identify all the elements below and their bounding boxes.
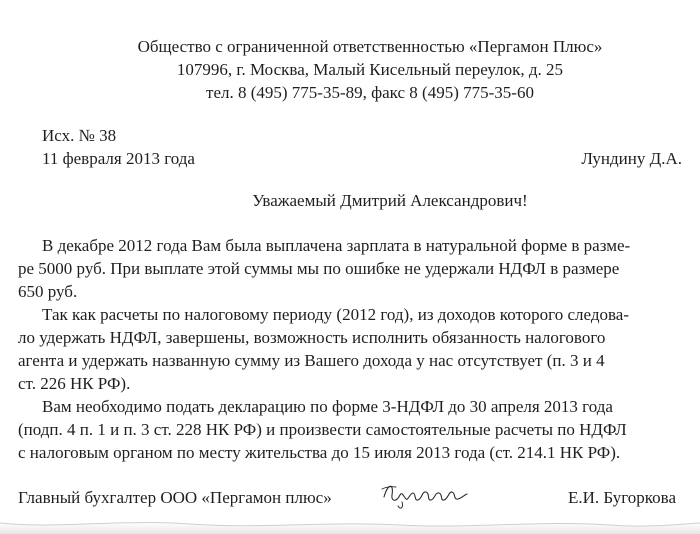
outgoing-reference [42,124,195,170]
body-line: ре 5000 руб. При выплате этой суммы мы по ошибке не удержали НДФЛ в размере [18,259,620,278]
body-line: В декабре 2012 года Вам была выплачена зарплата в натуральной форме в разме- [42,236,631,255]
addressee: Лундину Д.А. [581,149,682,168]
company-phone: тел. 8 (495) 775-35-89, факс 8 (495) 775-35-60 [206,83,534,102]
letter-body [18,234,688,464]
body-line: Вам необходимо подать декларацию по форме 3-НДФЛ до 30 апреля 2013 года [42,397,613,416]
signer-position: Главный бухгалтер ООО «Пергамон плюс» [18,488,332,507]
page-curl-edge [0,515,700,534]
body-line: (подп. 4 п. 1 и п. 3 ст. 228 НК РФ) и произвести самостоятельные расчеты по НДФЛ [18,420,627,439]
body-line: Так как расчеты по налоговому периоду (2012 год), из доходов которого следова- [42,305,629,324]
handwritten-signature [380,475,470,511]
greeting: Уважаемый Дмитрий Александрович! [252,191,528,210]
body-line: с налоговым органом по месту жительства до 15 июля 2013 года (ст. 214.1 НК РФ). [18,443,621,462]
outgoing-number: Исх. № 38 [42,126,117,145]
body-line: 650 руб. [18,282,78,301]
body-line: агента и удержать названную сумму из Вашего дохода у нас отсутствует (п. 3 и 4 [18,351,605,370]
company-address: 107996, г. Москва, Малый Кисельный переулок, д. 25 [176,60,564,79]
signer-name: Е.И. Бугоркова [567,488,676,507]
letter-date: 11 февраля 2013 года [42,149,195,168]
body-line: ст. 226 НК РФ). [18,374,131,393]
letterhead [0,35,700,104]
body-line: ло удержать НДФЛ, завершены, возможность исполнить обязанность налогового [18,328,606,347]
company-name: Общество с ограниченной ответственностью «Пергамон Плюс» [137,37,603,56]
